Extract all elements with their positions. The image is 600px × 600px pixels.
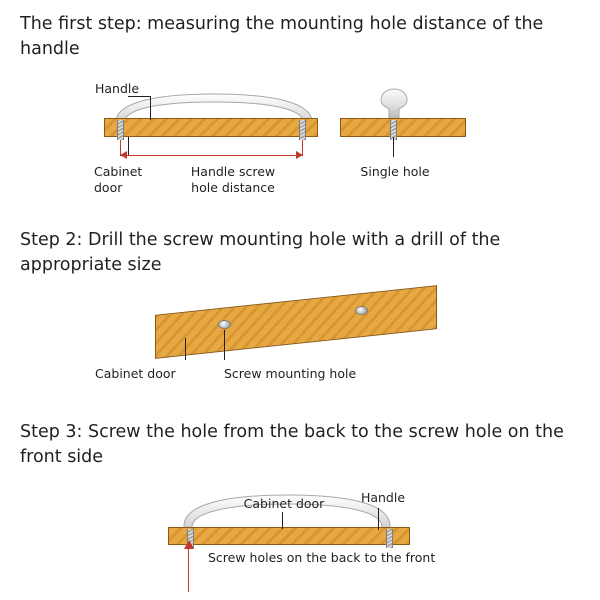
dim-arrow-left — [120, 151, 127, 159]
single-hole-knob-icon — [374, 88, 414, 122]
dim-arrow-right — [296, 151, 303, 159]
label-cabinet-door-step3: Cabinet door — [243, 496, 325, 511]
screw-right-step1 — [299, 120, 306, 140]
label-cabinet-door-step1 — [94, 164, 174, 196]
leader-handle-step3 — [378, 508, 379, 530]
screw-mounting-hole-right — [355, 306, 368, 315]
cabinet-door-board-step2 — [155, 285, 437, 359]
leader-cabinet-door-step2 — [185, 338, 186, 360]
back-to-front-arrow-shaft — [188, 548, 189, 592]
label-screw-holes-note: Screw holes on the back to the front — [208, 550, 436, 565]
label-handle-step3: Handle — [360, 490, 406, 505]
leader-handle — [150, 96, 151, 120]
cabinet-door-board-step1 — [104, 118, 318, 137]
label-handle-screw-hole-distance — [168, 164, 298, 196]
handle-hole-distance-dimension — [120, 155, 303, 156]
step-1-heading: The first step: measuring the mounting hole distance of the handle — [20, 14, 544, 59]
label-handle-step1: Handle — [95, 81, 140, 96]
back-to-front-arrow-head — [184, 540, 194, 549]
step-2-heading: Step 2: Drill the screw mounting hole with a drill of the appropriate size — [20, 230, 501, 275]
cabinet-door-board-single-hole — [340, 118, 466, 137]
screw-left-step1 — [117, 120, 124, 140]
screw-right-step3 — [386, 529, 393, 548]
label-handle-screw-hole-distance-line1: Handle screw — [190, 164, 276, 179]
label-cabinet-door-step1-line2: door — [94, 180, 123, 195]
cabinet-door-board-step3 — [168, 527, 410, 545]
leader-screw-mounting-hole — [224, 330, 225, 360]
label-handle-screw-hole-distance-line2: hole distance — [191, 180, 275, 195]
label-cabinet-door-step2: Cabinet door — [95, 366, 176, 381]
label-screw-mounting-hole: Screw mounting hole — [224, 366, 357, 381]
step-3-heading: Step 3: Screw the hole from the back to the screw hole on the front side — [20, 422, 564, 467]
screw-mounting-hole-left — [218, 320, 231, 329]
leader-cabinet-door-step1 — [128, 137, 129, 155]
label-single-hole: Single hole — [360, 164, 430, 179]
label-cabinet-door-step1-line1: Cabinet — [94, 164, 143, 179]
leader-single-hole — [393, 137, 394, 157]
leader-cabinet-door-step3 — [282, 512, 283, 529]
